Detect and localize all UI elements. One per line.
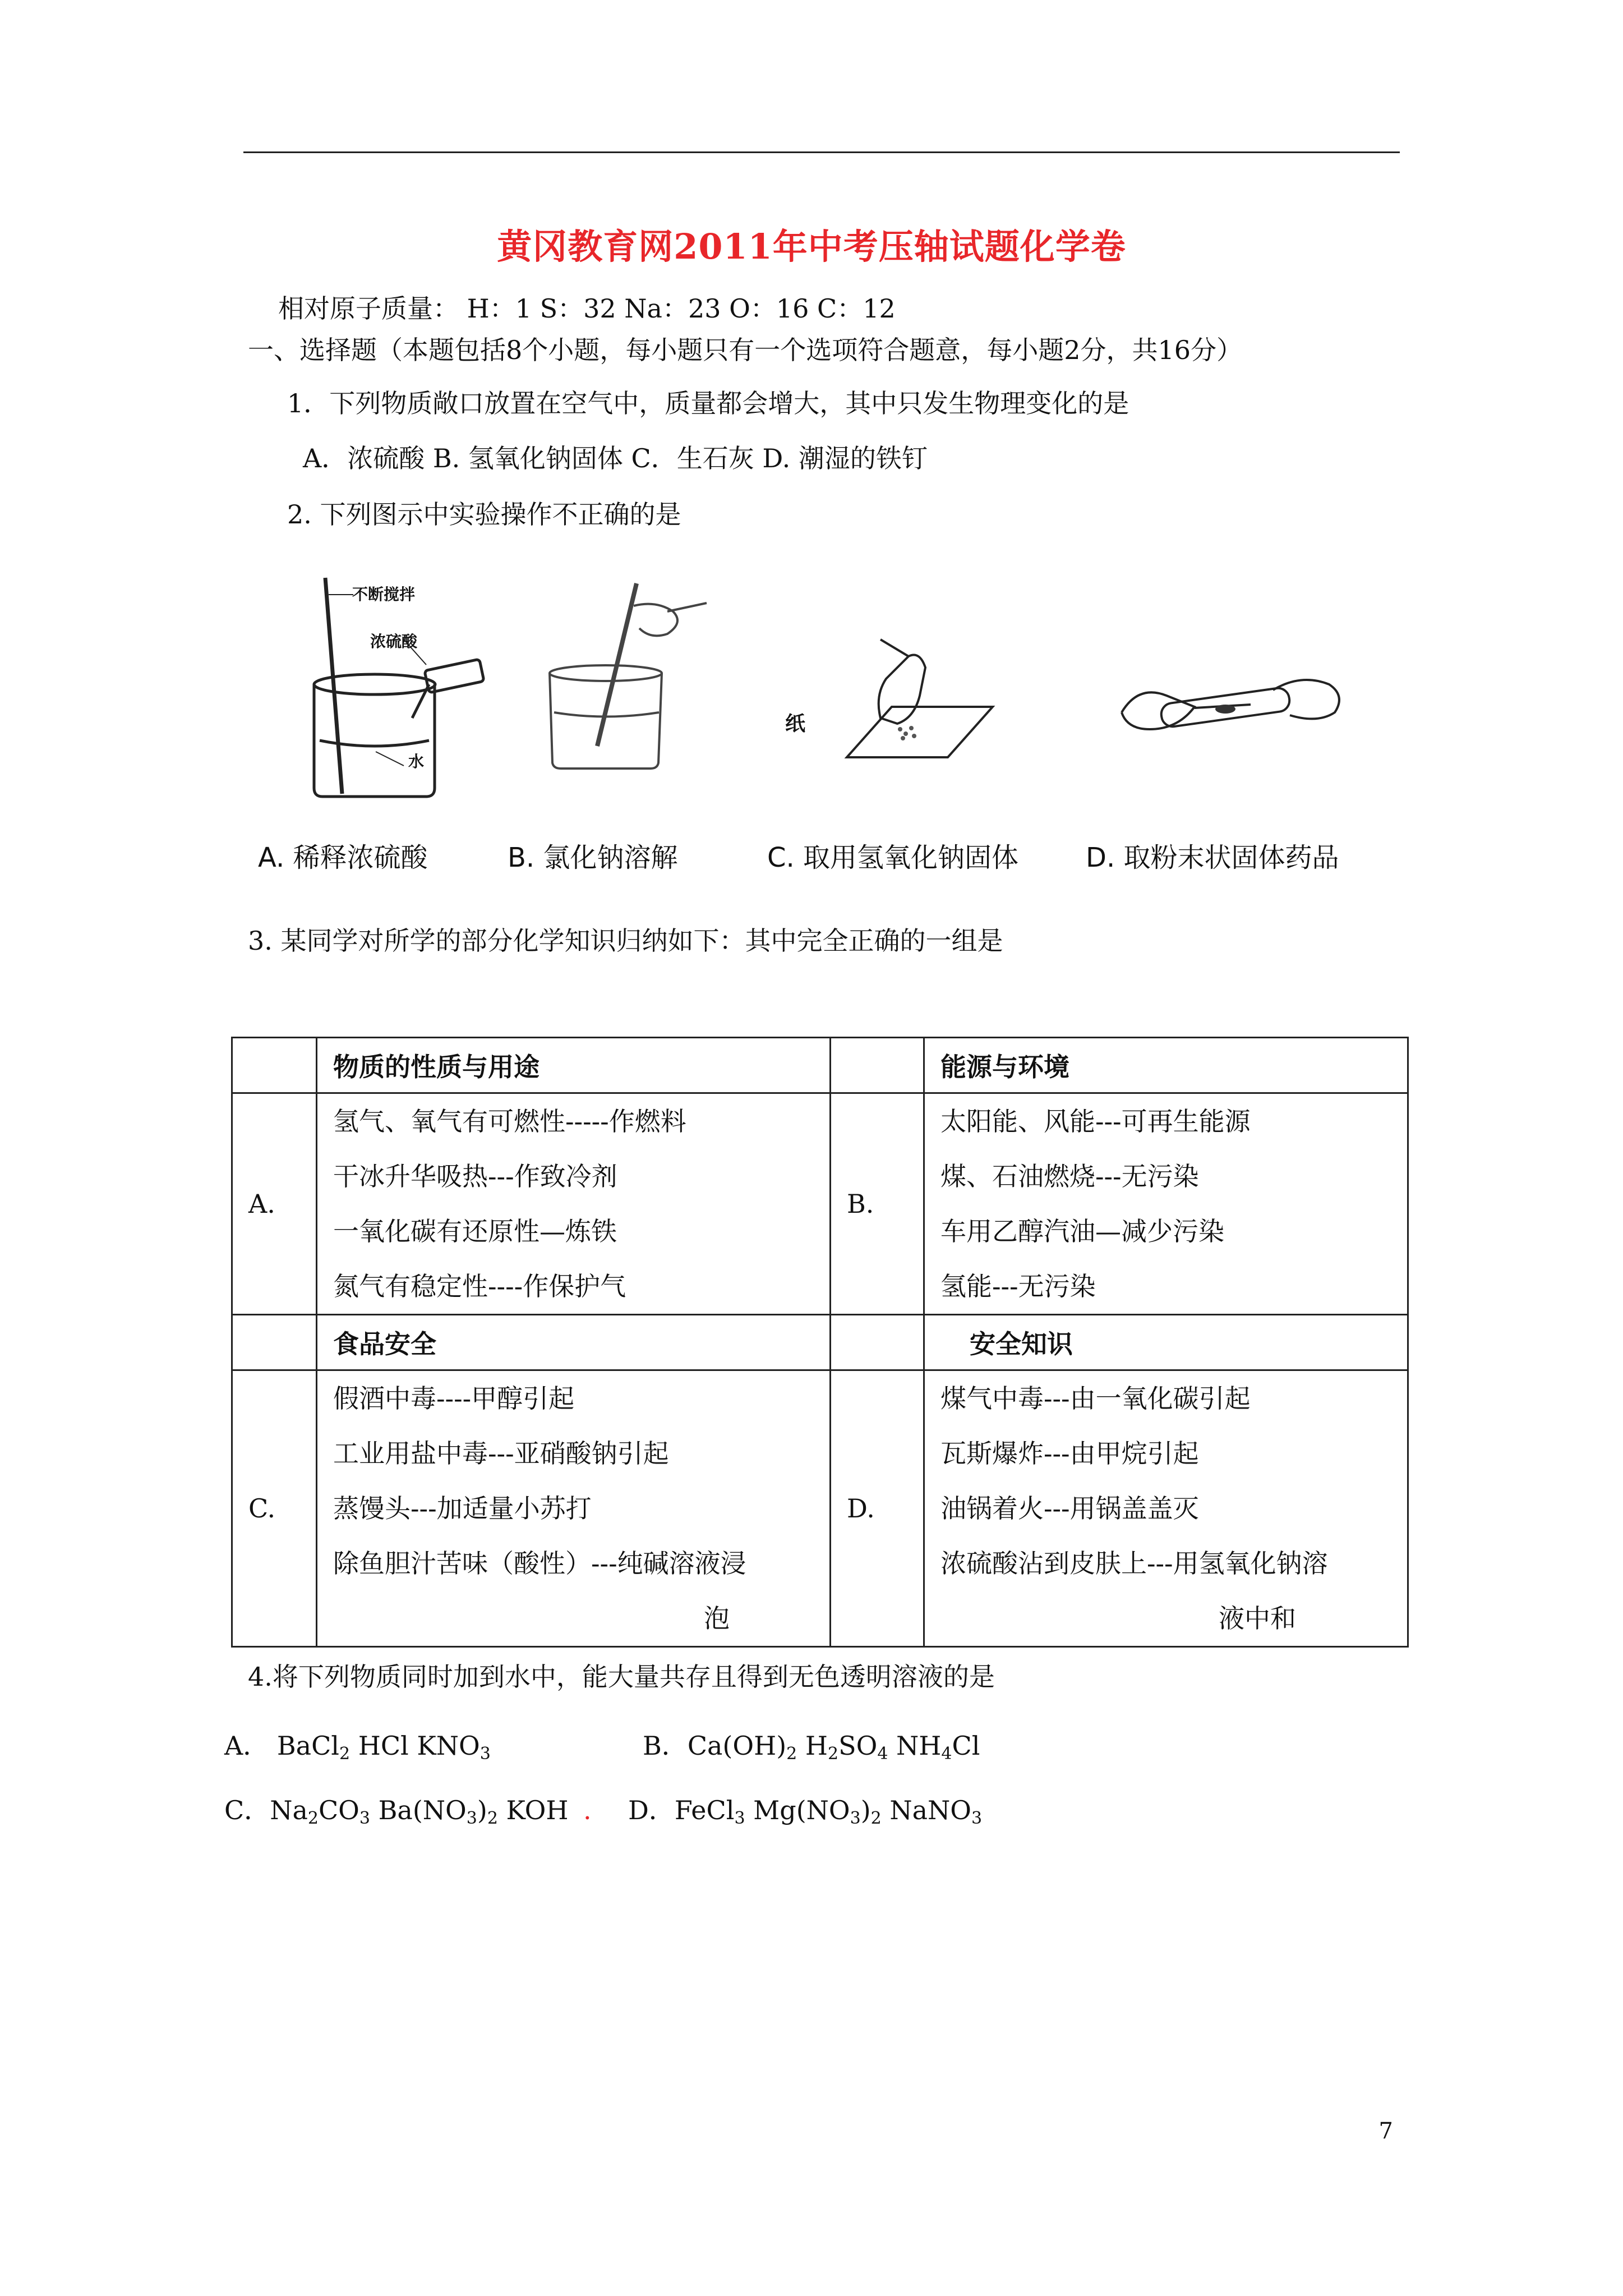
stray-marker: . (583, 1795, 592, 1825)
list-item: 氮气有稳定性----作保护气 (333, 1271, 626, 1301)
figure-c-caption: C. 取用氢氧化钠固体 (767, 842, 1019, 873)
table-row (232, 1315, 1408, 1370)
list-item: 干冰升华吸热---作致冷剂 (333, 1161, 617, 1191)
q4-option-a: A． BaCl$_2$ HCl $KNO_3$ (224, 1731, 491, 1764)
figure-a-dilute-acid (292, 572, 494, 808)
figure-b-dissolve (538, 572, 718, 774)
q4-option-d: D．FeCl$_3$ $Mg(NO_3)_2$ NaNO$_3$ (628, 1795, 983, 1828)
option-d-cell (924, 1370, 1408, 1647)
list-item: 一氧化碳有还原性—炼铁 (333, 1216, 617, 1246)
option-d-label: D. (830, 1370, 924, 1647)
list-item: 氢气、氧气有可燃性-----作燃料 (333, 1106, 686, 1137)
q1-stem: 1．下列物质敞口放置在空气中，质量都会增大，其中只发生物理变化的是 (287, 388, 1129, 418)
option-c-cell (317, 1370, 831, 1647)
option-b-cell (924, 1093, 1408, 1315)
list-item: 油锅着火---用锅盖盖灭 (940, 1493, 1199, 1524)
knowledge-table (231, 1037, 1409, 1648)
list-item: 车用乙醇汽油—减少污染 (940, 1216, 1224, 1246)
option-a-label: A. (232, 1093, 317, 1315)
table-header-safety: 安全知识 (924, 1315, 1408, 1370)
figure-b-caption: B. 氯化钠溶解 (508, 842, 678, 873)
figure-a-stir-label: 不断搅拌 (352, 585, 416, 604)
q4-option-c: C．$Na_2CO_3$ $Ba(NO_3)_2$ KOH (224, 1795, 569, 1828)
list-item-continuation: 液中和 (1219, 1603, 1296, 1634)
option-c-label: C. (232, 1370, 317, 1647)
figure-d-take-powder (1105, 662, 1357, 752)
list-item: 煤气中毒---由一氧化碳引起 (940, 1383, 1251, 1414)
header-rule (243, 151, 1400, 153)
figure-c-paper-label: 纸 (785, 712, 806, 735)
list-item-continuation: 泡 (703, 1603, 730, 1634)
q3-stem: 3. 某同学对所学的部分化学知识归纳如下：其中完全正确的一组是 (248, 926, 1003, 956)
table-row (232, 1370, 1408, 1647)
section-heading: 一、选择题（本题包括8个小题，每小题只有一个选项符合题意，每小题2分，共16分） (248, 335, 1243, 365)
table-row (232, 1038, 1408, 1093)
list-item: 蒸馒头---加适量小苏打 (333, 1493, 592, 1524)
figure-c-take-solid (785, 634, 998, 780)
table-row (232, 1093, 1408, 1315)
figure-a-acid-label: 浓硫酸 (370, 632, 418, 651)
atomic-mass-line: 相对原子质量： H：1 S：32 Na：23 O：16 C：12 (278, 293, 896, 324)
q4-option-b: B．$Ca(OH)_2$ $H_2SO_4$ $NH_4Cl$ (643, 1731, 980, 1764)
table-header-properties: 物质的性质与用途 (317, 1038, 831, 1093)
list-item: 除鱼胆汁苦味（酸性）---纯碱溶液浸 (333, 1548, 746, 1579)
page-title: 黄冈教育网2011年中考压轴试题化学卷 (497, 226, 1126, 267)
q1-options: A．浓硫酸 B. 氢氧化钠固体 C．生石灰 D. 潮湿的铁钉 (303, 443, 928, 473)
option-a-cell (317, 1093, 831, 1315)
figure-d-caption: D. 取粉末状固体药品 (1086, 842, 1339, 873)
q4-stem: 4.将下列物质同时加到水中，能大量共存且得到无色透明溶液的是 (248, 1662, 995, 1692)
list-item: 工业用盐中毒---亚硝酸钠引起 (333, 1438, 669, 1469)
list-item: 氢能---无污染 (940, 1271, 1096, 1301)
list-item: 假酒中毒----甲醇引起 (333, 1383, 575, 1414)
list-item: 太阳能、风能---可再生能源 (940, 1106, 1251, 1137)
list-item: 煤、石油燃烧---无污染 (940, 1161, 1199, 1191)
figure-a-caption: A. 稀释浓硫酸 (258, 842, 428, 873)
page-number: 7 (1378, 2118, 1393, 2144)
option-b-label: B. (830, 1093, 924, 1315)
q2-stem: 2. 下列图示中实验操作不正确的是 (287, 499, 681, 530)
table-header-energy: 能源与环境 (924, 1038, 1408, 1093)
figure-a-water-label: 水 (408, 752, 425, 771)
list-item: 浓硫酸沾到皮肤上---用氢氧化钠溶 (940, 1548, 1328, 1579)
table-header-food: 食品安全 (317, 1315, 831, 1370)
list-item: 瓦斯爆炸---由甲烷引起 (940, 1438, 1199, 1469)
